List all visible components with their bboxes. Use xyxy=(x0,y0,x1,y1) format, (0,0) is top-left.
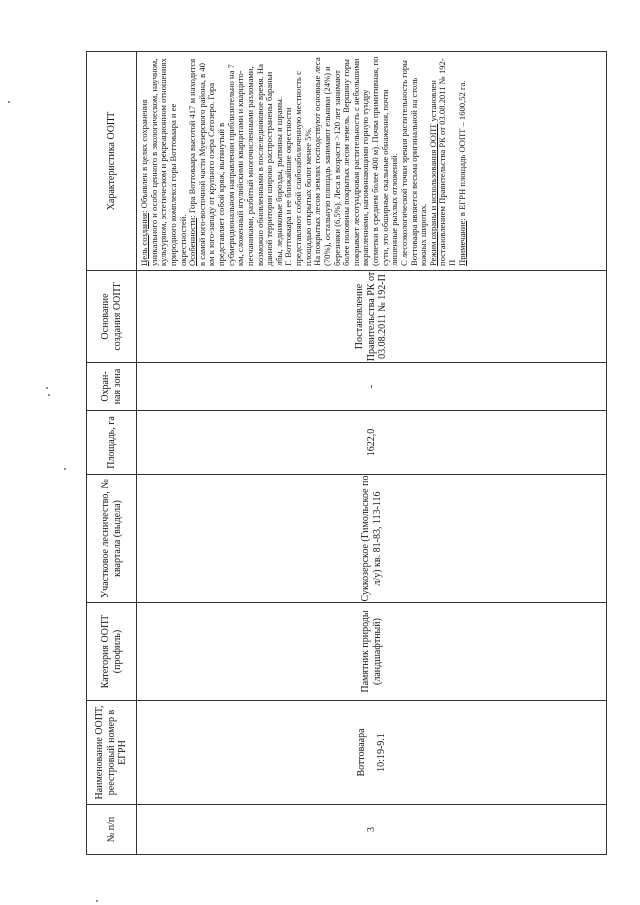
cell-num: 3 xyxy=(137,805,607,855)
cell-basis: Постановление Правительства РК от 03.08.2011 № 192-П xyxy=(137,271,607,363)
header-area: Площадь, га xyxy=(87,411,137,475)
goal-text: : Объявлен в целях сохранения уникального и особо ценного в экологическом, научном, культурном, эстетическом и рекреационном отношениях природного комплекса горы Воттоваара и ее окрестностей. xyxy=(139,58,188,266)
cell-characteristic xyxy=(137,52,607,271)
scan-speck xyxy=(8,101,10,103)
forest-paragraph: На покрытых лесом землях господствуют основные леса (70%), остальную площадь занимают ельники (24%) и березняки (6,5%). Леса в возрасте >120 лет занимают более половины покрытых лесом земель. Вершину горы покрывает лесотундровая растительность с небольшими вкраплениями, напоминающими горную тундру (отметки в среднем более 400 м). Почва примитивная, по сути, это обширные скальные обнажения, почти лишенные рыхлых отложений. xyxy=(312,56,400,266)
regime-label: Режим охраны и использования ООПТ xyxy=(427,123,438,266)
oopt-name: Воттоваара xyxy=(356,728,367,777)
scan-speck xyxy=(46,387,48,389)
regime-paragraph xyxy=(429,56,458,266)
header-row xyxy=(87,52,137,855)
features-text: : Гора Воттоваара высотой 417 м находится в самой юго-восточной части Муезерского района, в 40 км к юго-западу от крупного озера Сегозеро. Гора представляет собой кряж, вытянутый в субмеридиональном направлении приблизительно на 7 км, сложенный ятулийскими кварцитами и кварцито-песчаниками, разбитый многочисленными разломами, возможно обновленными в послеледниковое время. На данной территории широко распространены бараньи лбы, ледниковые борозды, рытвины и шрамы. xyxy=(187,58,284,266)
scan-speck xyxy=(64,468,66,470)
ecology-paragraph: С лесоэкологической точки зрения растительность горы Воттоваара является весьма оригинальной на столь южных широтах. xyxy=(398,60,429,266)
oopt-table xyxy=(86,51,607,855)
bog-paragraph: Г. Воттоваара и ее ближайшие окрестности представляют собой слабозаболоченную местность с площадью открытых болот менее 5%. xyxy=(283,71,313,266)
header-num: № п/п xyxy=(87,805,137,855)
scan-speck xyxy=(48,394,50,396)
note-label: Примечание xyxy=(456,220,467,266)
note-paragraph xyxy=(458,56,468,266)
cell-name xyxy=(137,701,607,805)
scan-speck xyxy=(96,900,98,902)
header-category: Категория ООПТ (профиль) xyxy=(87,603,137,701)
header-name: Наименование ООПТ, реестровый номер в ЕГРН xyxy=(87,701,137,805)
header-forestry: Участковое лесничество, № квартала (выдела) xyxy=(87,475,137,603)
regime-text: установлен постановлением Правительства РК от 03.08.2011 № 192-П xyxy=(427,58,457,266)
features-paragraph xyxy=(188,56,284,266)
header-zone: Охран-ная зона xyxy=(87,363,137,411)
goal-paragraph xyxy=(140,56,188,266)
rotated-table-wrapper xyxy=(86,52,607,855)
cell-category: Памятник природы (ландшафтный) xyxy=(137,603,607,701)
goal-label: Цель создания xyxy=(139,212,149,266)
header-basis: Основание создания ООПТ xyxy=(87,271,137,363)
features-label: Особенности xyxy=(187,217,198,266)
cell-area: 1622,0 xyxy=(137,411,607,475)
cell-zone: - xyxy=(137,363,607,411)
cell-forestry: Суккозерское (Гимольское по л/у) кв. 81-83, 113-116 xyxy=(137,475,607,603)
header-characteristic: Характеристика ООПТ xyxy=(87,52,137,271)
registry-number: 10:19-9.1 xyxy=(375,733,387,772)
table-row xyxy=(137,52,607,855)
note-text: : в ЕГРН площадь ООПТ – 1600,52 га. xyxy=(456,80,467,221)
